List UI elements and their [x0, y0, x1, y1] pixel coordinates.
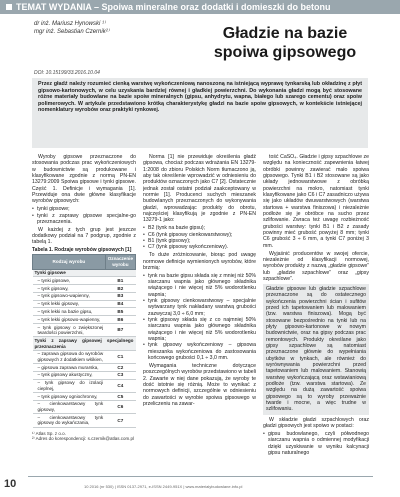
table-header-type: Rodzaj wyrobu: [33, 255, 106, 269]
author-1: dr inż. Mariusz Hynowski ¹⁾: [34, 21, 106, 27]
table-row: – tynk lekki na bazie gipsu, B5: [33, 308, 136, 316]
requirements-paragraph: Wymagania techniczne dotyczące poszczególnych wyrobów przedstawiono w tabeli 2. Zawarte w niej dane pokazują, że wyroby te dość istotnie się różnią. Może to wynikać z normowych definicji, szczególnie w odniesieniu do zawartości w wyrobie spoiwa gipsowego w przeliczeniu na zawar-: [143, 363, 256, 408]
subgroup-paragraph: W każdej z tych grup jest jeszcze dodatkowy podział na 7 podgrup, zgodnie z tabelą 1.: [32, 226, 136, 246]
table-row: – cienkowarstwowy tynk gipsowy, C6: [33, 400, 136, 413]
table-row: – tynk gipsowy do izolacji cieplnej, C4: [33, 379, 136, 392]
table-row: – zaprawa gipsowa do wyrobów gipsowych z dodatkiem włókien, C1: [33, 350, 136, 363]
definitions-list: [143, 273, 256, 362]
difference-paragraph: To duże zróżnicowanie, biorąc pod uwagę normowe definicje wymienionych wyrobów, które brzmią:: [143, 252, 256, 271]
section-header-bar: [0, 0, 400, 14]
footer-divider: [28, 476, 373, 477]
column-1: [32, 154, 136, 467]
list-item: • B2 (tynk na bazie gipsu);: [143, 225, 256, 231]
list-item: • gipsu budowlanego, czyli półwodnego siarczanu wapnia o odmiennej modyfikacji dzięki uzyskiwanie w wyniku kalcynacji gipsu naturalnego: [263, 431, 369, 456]
norm-paragraph: Norma [1] nie przewiduje określenia gładź gipsowa, chociaż podczas wdrażania EN 13279-1:2008 do zbioru Polskich Norm tłumaczono ją, aby tak określenie wprowadzić w odniesieniu do produktów oznaczonych jako C7 [2]. Ostatecznie jednak został ostatni podział zaakceptowany w normie [1]. Producenci suchych mieszanek budowlanych przeznaczonych do wykonywania gładzi, wprowadzając produkty do obrotu, najczęściej klasyfikują je zgodnie z PN-EN 13279-1 jako:: [143, 154, 256, 224]
definition-item: • tynk gipsowy składa się z co najmniej 50% siarczanu wapnia jako głównego składnika wiążącego i nie więcej niż 5% wodorotlenku wapnia;: [143, 317, 256, 342]
footnotes: [32, 431, 136, 442]
column-3: [263, 154, 369, 467]
list-item: • C6 (tynk gipsowy cienkowarstwowy);: [143, 232, 256, 238]
highlight-box: Gładzie gipsowe lub gładzie szpachlowe przeznaczone są do ostatecznego wykończenia powierzchni ścian i sufitów przed ich tapetowaniem lub malowaniem (tzw. warstwa finiszowa). Mogą być stosowane bezpośrednio na tynki lub na płyty gipsowo-kartonowe w nowym budownictwie, oraz na gipsy podczas prac remontowych. Produkty określane jako gipsy szpachlowe są natomiast przeznaczone głównie do wypełniania ubytków w tynkach, ale również do wyrównywania powierzchni przed tapetowaniem lub malowaniem. Stanowią warstwę wykończającą oraz wstawianiową podłoże (tzw. warstwa startowa). Ze względu na dużą zawartość spoiwa gipsowego są to wyroby przeważnie twarde i mocne, a więc trudne w szlifowaniu.: [263, 284, 369, 415]
list-item: • C7 (tynk gipsowy wykończeniowy).: [143, 244, 256, 250]
composition-paragraph: W składzie gładzi szpachlowych oraz gładzi gipsowych jest spoiwo w postaci:: [263, 416, 369, 430]
table-row: – gipsowa zaprawa murarska, C2: [33, 364, 136, 372]
definition-item: • tynk na bazie gipsu składa się z mniej niż 50% siarczanu wapnia jako głównego składnika wiążącego i nie więcej niż 5% wodorotlenku wapnia;: [143, 273, 256, 298]
table-row: – tynk gipsowy ogniochronny, C5: [33, 393, 136, 401]
table-row: – tynk lekki gipsowy, B4: [33, 300, 136, 308]
intro-paragraph: Wyroby gipsowe przeznaczone do stosowania podczas prac wykończeniowych w budownictwie są produkowane i klasyfikowane zgodnie z normą PN-EN 13279:2009 Spoiwa gipsowe i tynki gipsowe. Część 1. Definicje i wymagania [1]. Przewiduje ona dwie główne klasyfikacje wyrobów gipsowych:: [32, 154, 136, 205]
table-row: – tynk gipsowo-wapienny, B3: [33, 292, 136, 300]
article-title: Gładzie na bazie spoiwa gipsowego: [213, 25, 357, 61]
table-header-code: Oznaczenie wyrobu: [105, 255, 135, 269]
table-row: – cienkowarstwowy tynk gipsowy do wykańczania, C7: [33, 414, 136, 427]
classification-list: [32, 206, 136, 225]
binder-list: [263, 431, 369, 456]
definition-item: • tynk gipsowy wykończeniowy – gipsowa mieszanka wykończeniowa do zastosowania końcowego grubości 0,1 ÷ 3,0 mm.: [143, 342, 256, 361]
table-row: – tynk gipsowy o zwiększonej twardości powierzchni, B7: [33, 323, 136, 336]
table-group-heading: Tynki gipsowe: [33, 269, 136, 277]
product-types-table: [32, 254, 136, 427]
author-2: mgr inż. Sebastian Czernik²⁾: [34, 29, 110, 35]
table-caption: Tabela 1. Rodzaje wyrobów gipsowych [1]: [32, 247, 132, 254]
list-item: • tynki z zaprawy gipsowe specjalne-go przeznaczenia.: [32, 213, 136, 226]
abstract-box: Przez gładź należy rozumieć cienką warstwę wykończeniową nanoszoną na istniejącą wyprawę tynkarską lub okładzinę z płyt gipsowo-kartonowych, w celu uzyskania bardziej równej i gładkiej powierzchni. Do wykonania gładzi mogą być stosowane różne materiały budowlane na bazie spoiw mineralnych (gipsu, anhydrytu, wapna, białego lub szarego cementu) oraz spoiw polimerowych. W artykule przedstawiono krótką charakterystykę gładzi na bazie spoiw gipsowych, w kontekście istniejącej nomenklatury wyrobów oraz praktyki rynkowej.: [32, 78, 368, 148]
table-row: – tynk gipsowy akustyczny, C3: [33, 371, 136, 379]
authors-block: [34, 20, 109, 36]
table-row: – tynki gipsowe, B1: [33, 277, 136, 285]
table-row: – tynk lekki gipsowo-wapienny, B6: [33, 316, 136, 324]
footnote: ¹⁾ Atlas Sp. z o.o.: [32, 430, 66, 436]
doi-line: DOI: 10.15199/33.2016.10.04: [34, 70, 100, 76]
continuation-paragraph: tość CaSO₄. Gładzie i gipsy szpachlowe ze względu na konieczność zapewnienia łatwej obróbki powinny zawierać mało spoiwa gipsowego. Tynki B1 i B2 stosowane są jako układy jednowarstwowe z obróbką powierzchni na mokro, natomiast tynki klasyfikowane jako C6 i C7 zasadniczo używa się jako układów dwuwarstwowych (warstwa startowa + warstwa finiszowa) i niezależnie podłoże się je obróbce na sucho przez szlifowanie. Zwraca też uwagę rozbieżność grubości warstwy: tynki B1 i B2 z zasady powinny mieć grubość powyżej 8 mm; tynki C6 grubość 3 ÷ 6 mm, a tynki C7 poniżej 3 mm.: [263, 154, 369, 249]
footnote: ²⁾ Adres do korespondencji: s.czernik@atlas.com.pl: [32, 435, 134, 441]
producers-paragraph: Wyjaśnić producentów w swojej ofercie, niezależnie od klasyfikacji normowej, wyrobów produkty z nazwą „gładzie gipsowe” lub „gładzie szpachlowe” oraz „gipsy szpachlowe”.: [263, 250, 369, 283]
section-title: TEMAT WYDANIA – Spoiwa mineralne oraz dodatki i domieszki do betonu: [16, 2, 331, 12]
column-2: [143, 154, 256, 467]
footer-info: 10 2016 (nr 530) | ISSN 0137-2971, e-ISSN 2449-951X | www.materialybudowlane.info.pl: [84, 484, 243, 489]
page-number: 10: [4, 478, 17, 490]
list-item: • tynki gipsowe;: [32, 206, 136, 212]
table-group-heading: Tynki z zaprawy gipsowej specjalnego przeznaczenia: [34, 337, 134, 349]
list-item: • B1 (tynk gipsowy);: [143, 238, 256, 244]
producer-classification-list: [143, 225, 256, 250]
definition-item: • tynk gipsowy cienkowarstwowy – specjalnie wytwarzany tynk nakładany warstwą grubości zazwyczaj 3,0 ÷ 6,0 mm;: [143, 298, 256, 317]
square-bullet-icon: [6, 4, 12, 10]
page-footer: [0, 476, 400, 497]
table-row: – tynk gipsowy, B2: [33, 285, 136, 293]
